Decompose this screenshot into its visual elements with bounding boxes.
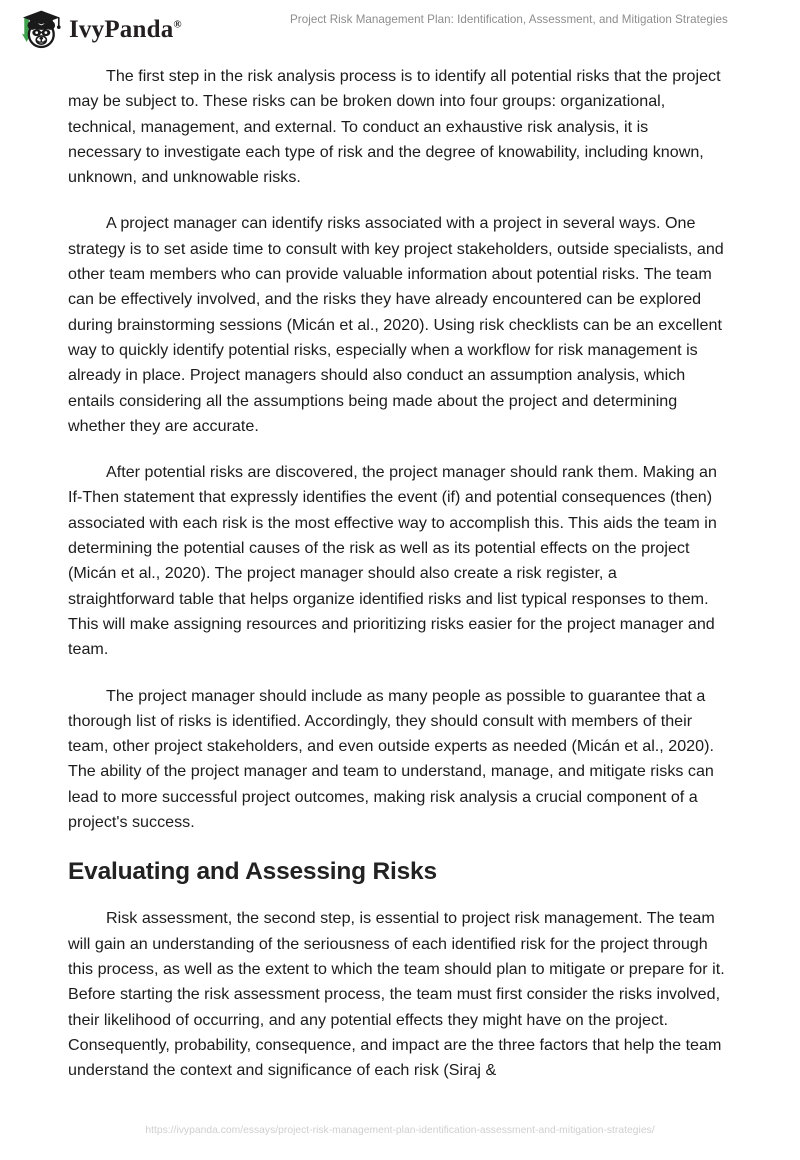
brand-name [69,17,182,42]
document-body [68,64,726,1083]
page-footer [0,1120,800,1138]
brand-logo[interactable] [16,6,182,52]
page-header [0,0,800,58]
document-title-header: Project Risk Management Plan: Identification, Assessment, and Mitigation Strategies [290,13,728,26]
paragraph: The first step in the risk analysis process is to identify all potential risks that the project may be subject to. These risks can be broken down into four groups: organizational, technical, management, and external. To conduct an exhaustive risk analysis, it is necessary to investigate each type of risk and the degree of knowability, including known, unknown, and unknowable risks. [68,67,721,187]
paragraph: Risk assessment, the second step, is essential to project risk management. The team will gain an understanding of the seriousness of each identified risk for the project through this process, as well as the extent to which the team should plan to mitigate or prepare for it. Before starting the risk assessment process, the team must first consider the risks involved, their likelihood of occurring, and any potential effects they might have on the project. Consequently, probability, consequence, and impact are the three factors that help the team understand the context and significance of each risk (Siraj & [68,909,725,1080]
brand-name-text: IvyPanda [69,15,174,43]
paragraph: The project manager should include as many people as possible to guarantee that a thorough list of risks is identified. Accordingly, they should consult with members of their team, other project stakeholders, and even outside experts as needed (Micán et al., 2020). The ability of the project manager and team to understand, manage, and mitigate risks can lead to more successful project outcomes, making risk analysis a crucial component of a project's success. [68,686,714,832]
panda-graduation-cap-logo-icon [16,6,62,52]
paragraph: After potential risks are discovered, the project manager should rank them. Making an If-Then statement that expressly identifies the event (if) and potential consequences (then) associated with each risk is the most effective way to accomplish this. This aids the team in determining the potential causes of the risk as well as its potential effects on the project (Micán et al., 2020). The project manager should also create a risk register, a straightforward table that helps organize identified risks and list typical responses to them. This will make assigning resources and prioritizing risks easier for the project manager and team. [68,463,717,659]
paragraph: A project manager can identify risks associated with a project in several ways. One strategy is to set aside time to consult with key project stakeholders, outside specialists, and other team members who can provide valuable information about potential risks. The team can be effectively involved, and the risks they have already encountered can be explored during brainstorming sessions (Micán et al., 2020). Using risk checklists can be an excellent way to quickly identify potential risks, especially when a workflow for risk management is already in place. Project managers should also conduct an assumption analysis, which entails considering all the assumptions being made about the project and determining whether they are accurate. [68,214,724,435]
source-url[interactable]: https://ivypanda.com/essays/project-risk-management-plan-identification-assessment-and-mitigation-strategies/ [145,1125,655,1136]
registered-mark: ® [173,18,182,31]
section-heading: Evaluating and Assessing Risks [68,858,437,886]
